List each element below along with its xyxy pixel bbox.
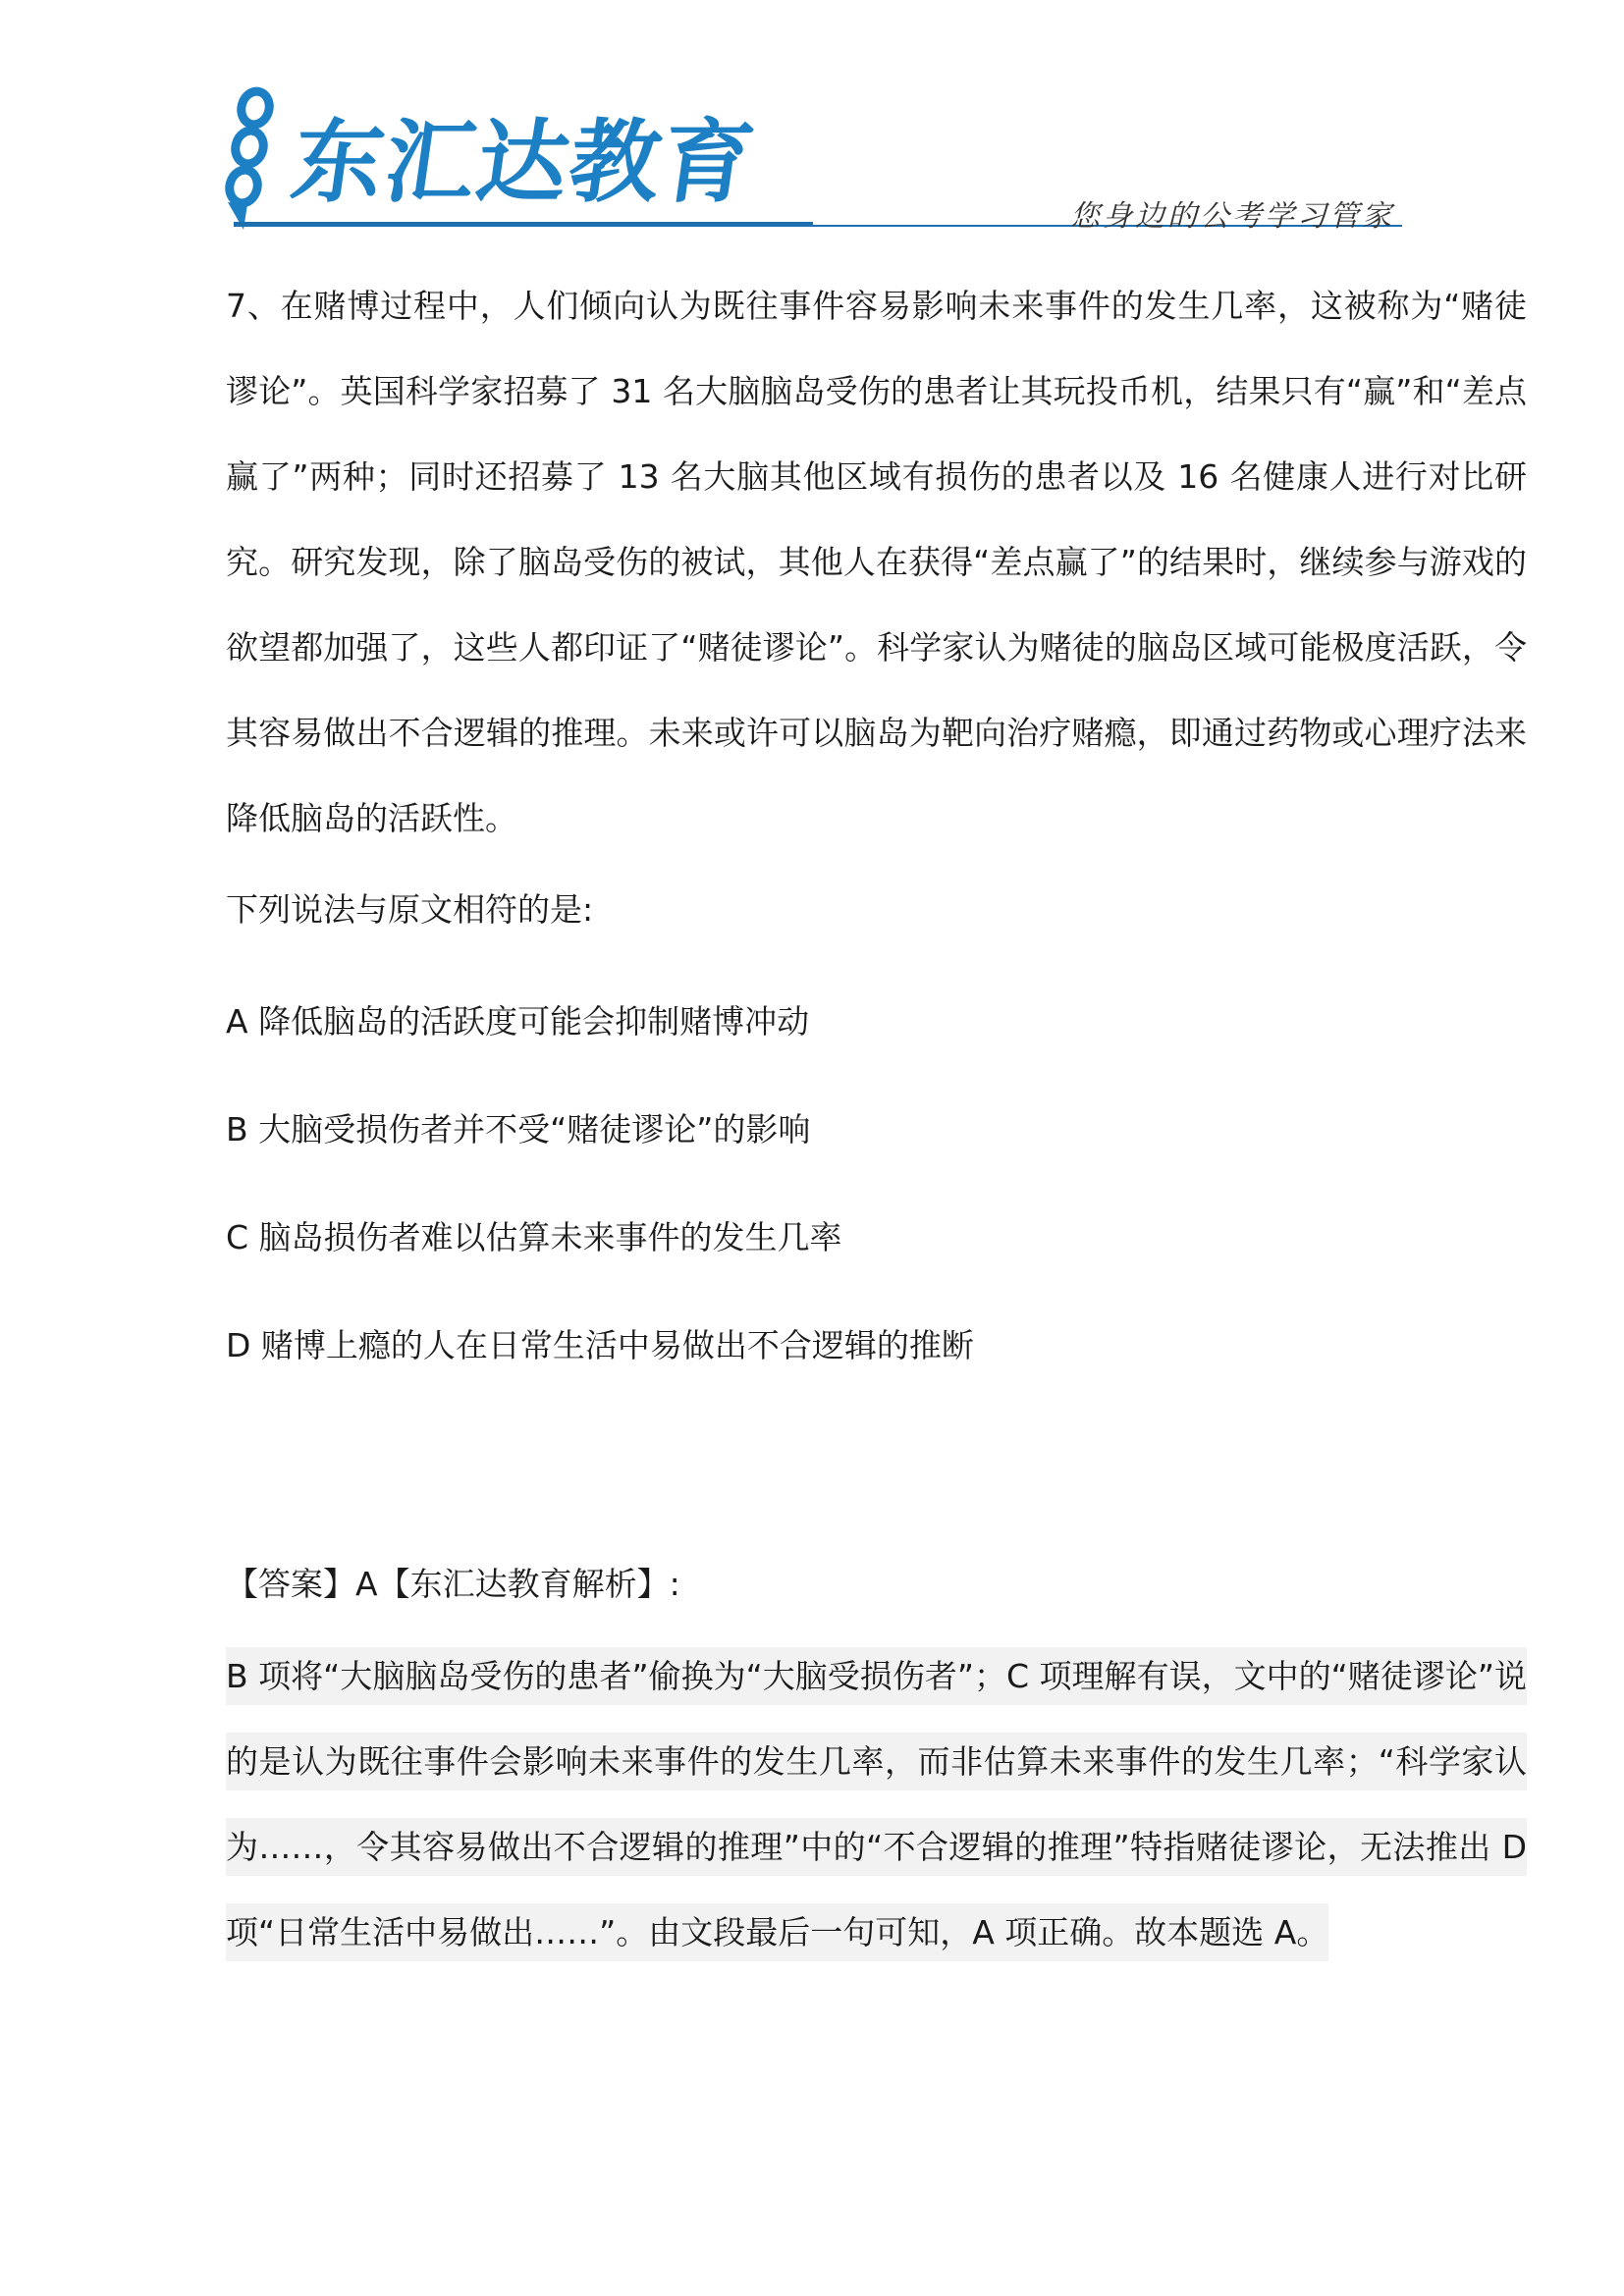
option-c: C 脑岛损伤者难以估算未来事件的发生几率 bbox=[226, 1218, 842, 1256]
option-a: A 降低脑岛的活跃度可能会抑制赌博冲动 bbox=[226, 1002, 810, 1041]
brand-name: 东汇达教育 bbox=[286, 110, 763, 215]
option-d: D 赌博上瘾的人在日常生活中易做出不合逻辑的推断 bbox=[226, 1326, 974, 1364]
question-prompt: 下列说法与原文相符的是: bbox=[226, 890, 594, 929]
option-b: B 大脑受损伤者并不受“赌徒谬论”的影响 bbox=[226, 1110, 811, 1148]
answer-analysis bbox=[226, 1633, 1527, 1975]
answer-options bbox=[226, 968, 1527, 1400]
document-body bbox=[226, 263, 1527, 1975]
chain-link-pencil-icon bbox=[218, 86, 287, 234]
answer-heading: 【答案】A【东汇达教育解析】: bbox=[226, 1565, 680, 1603]
page-header bbox=[0, 0, 1624, 245]
question-stem: 7、在赌博过程中，人们倾向认为既往事件容易影响未来事件的发生几率，这被称为“赌徒谬论”。英国科学家招募了 31 名大脑脑岛受伤的患者让其玩投币机，结果只有“赢”和“差点赢了”两种；同时还招募了 13 名大脑其他区域有损伤的患者以及 16 名健康人进行对比研究。研究发现，除了脑岛受伤的被试，其他人在获得“差点赢了”的结果时，继续参与游戏的欲望都加强了，这些人都印证了“赌徒谬论”。科学家认为赌徒的脑岛区域可能极度活跃，令其容易做出不合逻辑的推理。未来或许可以脑岛为靶向治疗赌瘾，即通过药物或心理疗法来降低脑岛的活跃性。 bbox=[226, 287, 1527, 837]
brand-slogan: 您身边的公考学习管家 bbox=[1070, 199, 1394, 234]
analysis-text: B 项将“大脑脑岛受伤的患者”偷换为“大脑受损伤者”；C 项理解有误，文中的“赌徒谬论”说的是认为既往事件会影响未来事件的发生几率，而非估算未来事件的发生几率；“科学家认为……，令其容易做出不合逻辑的推理”中的“不合逻辑的推理”特指赌徒谬论，无法推出 D 项“日常生活中易做出……”。由文段最后一句可知，A 项正确。故本题选 A。 bbox=[226, 1647, 1527, 1961]
